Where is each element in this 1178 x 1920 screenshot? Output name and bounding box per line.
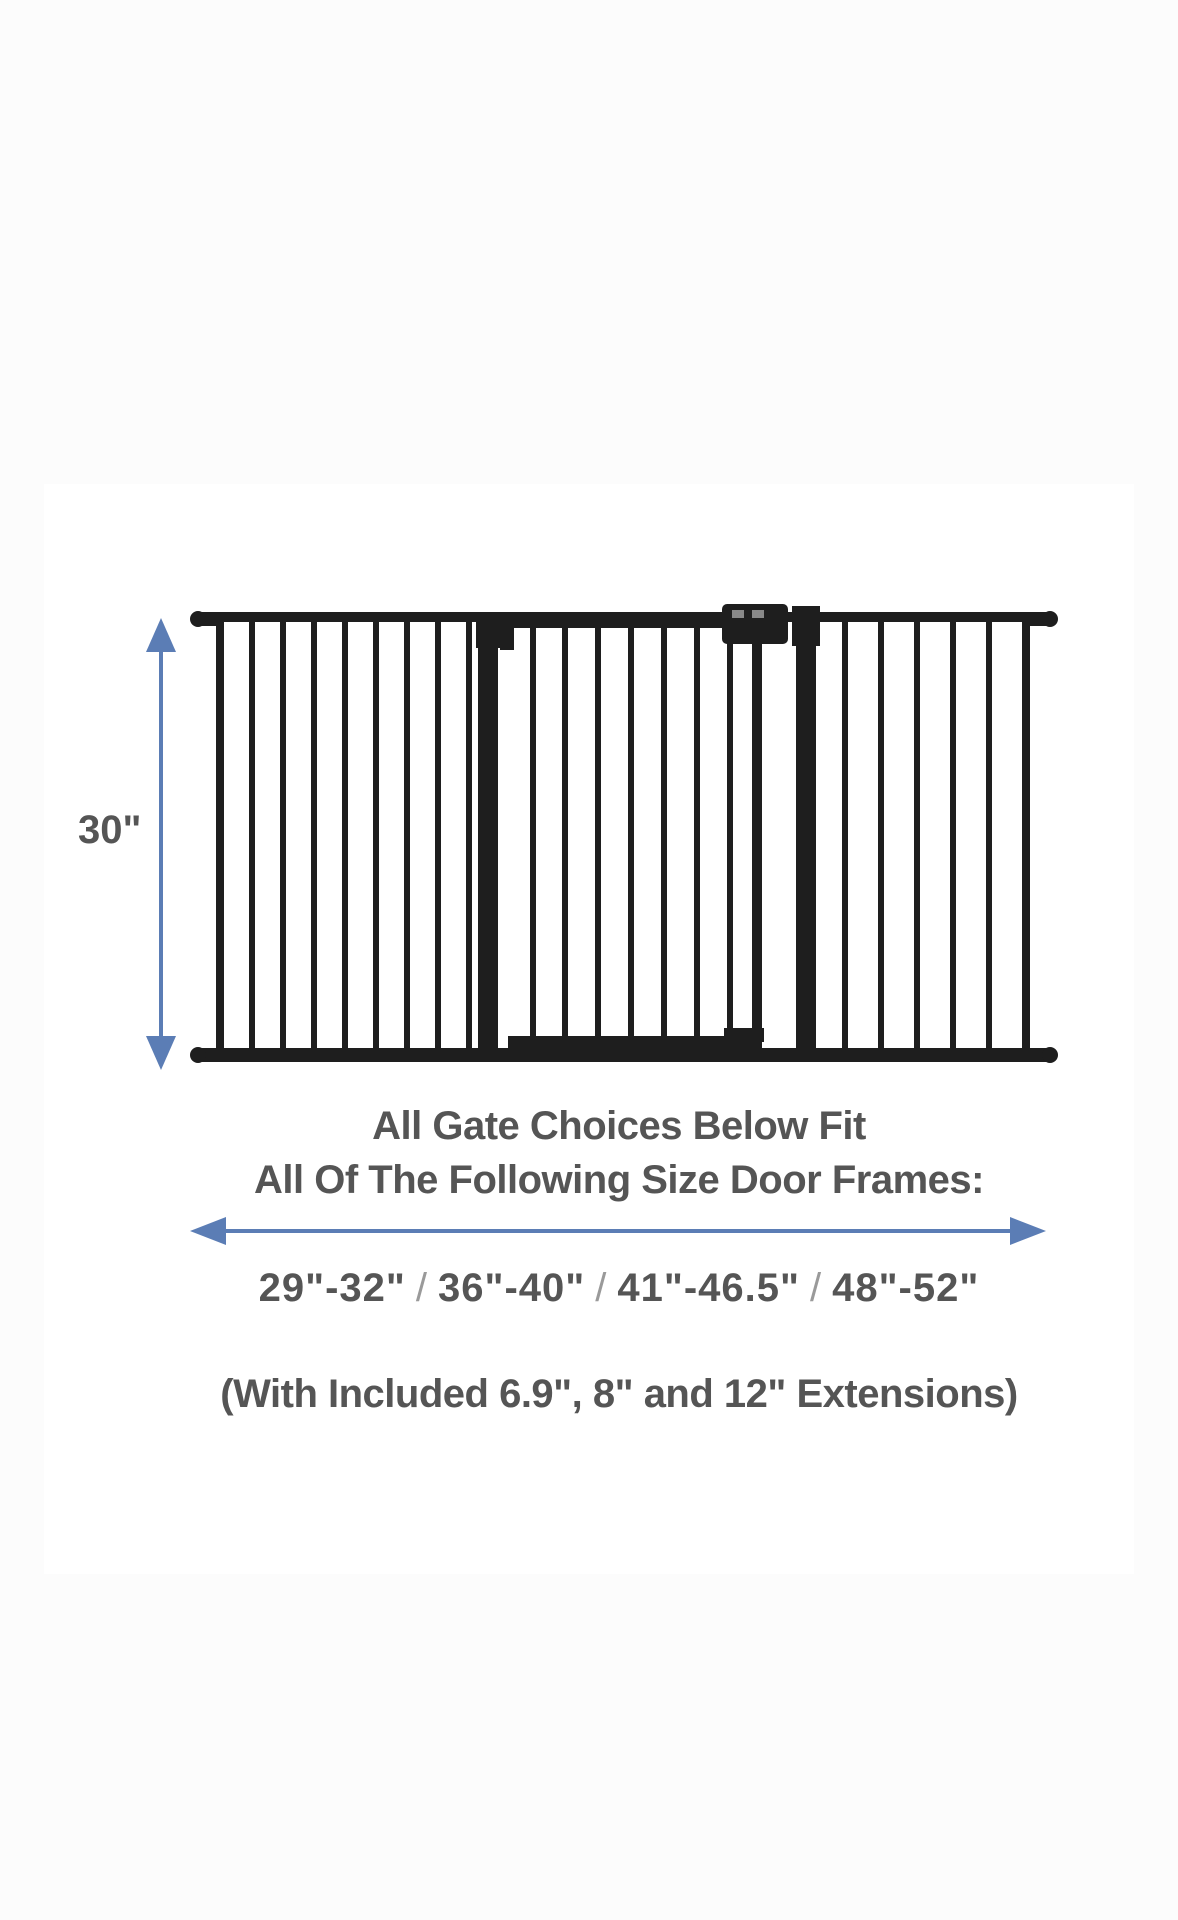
width-arrow — [190, 1217, 1046, 1245]
headline-line-1: All Gate Choices Below Fit — [372, 1104, 866, 1148]
size-range: 29"-32" — [258, 1266, 406, 1310]
size-range: 36"-40" — [438, 1266, 586, 1310]
size-separator: / — [415, 1266, 429, 1310]
gate — [190, 604, 1058, 1063]
pressure-mount-knob — [190, 611, 1058, 1063]
walk-through-door — [508, 604, 788, 1048]
headline-line-2: All Of The Following Size Door Frames: — [254, 1158, 984, 1202]
size-ranges — [150, 1266, 1088, 1311]
size-range: 48"-52" — [832, 1266, 980, 1310]
size-range: 41"-46.5" — [617, 1266, 800, 1310]
size-separator: / — [809, 1266, 823, 1310]
size-separator: / — [595, 1266, 608, 1310]
height-arrow — [146, 618, 176, 1070]
height-dimension-label: 30" — [78, 808, 142, 852]
extensions-note: (With Included 6.9", 8" and 12" Extensions) — [220, 1372, 1018, 1416]
